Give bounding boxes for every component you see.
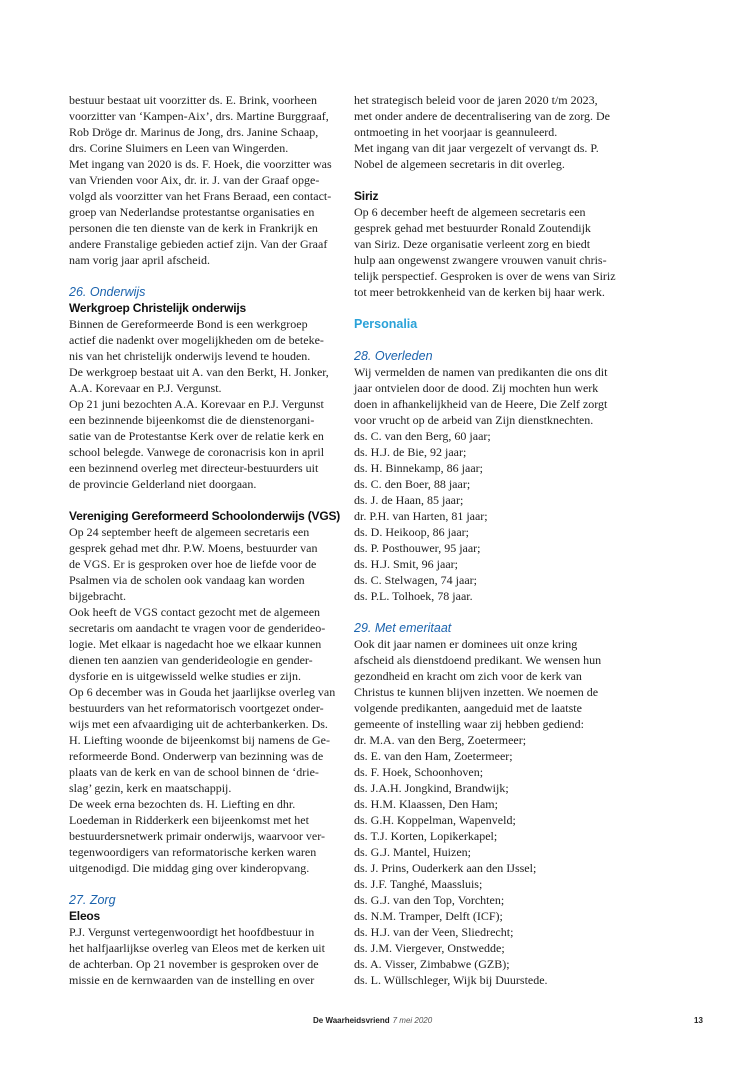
text-line: gemeente of instelling waar zij hebben gediend: <box>354 717 584 731</box>
text-line: uitgenodigd. Die middag ging over kinderopvang. <box>69 861 310 875</box>
text-line: bestuurders van het reformatorisch voortgezet onder- <box>69 701 324 715</box>
text-line: Ook heeft de VGS contact gezocht met de algemeen <box>69 605 321 619</box>
left-column <box>69 92 349 988</box>
spacer <box>69 876 349 892</box>
right-column <box>354 92 634 988</box>
text-line: A.A. Korevaar en P.J. Vergunst. <box>69 381 222 395</box>
text-line: dr. M.A. van den Berg, Zoetermeer; <box>354 733 527 747</box>
text-line: ds. G.H. Koppelman, Wapenveld; <box>354 813 516 827</box>
text-line: ds. J. de Haan, 85 jaar; <box>354 493 464 507</box>
subheading: Vereniging Gereformeerd Schoolonderwijs (VGS) <box>69 509 341 523</box>
text-line: een bezinnend overleg met directeur-bestuurders uit <box>69 461 319 475</box>
text-line: dr. P.H. van Harten, 81 jaar; <box>354 509 488 523</box>
text-line: ds. G.J. Mantel, Huizen; <box>354 845 471 859</box>
text-line: ds. H.M. Klaassen, Den Ham; <box>354 797 498 811</box>
text-line: ds. C. Stelwagen, 74 jaar; <box>354 573 477 587</box>
text-line: ds. N.M. Tramper, Delft (ICF); <box>354 909 503 923</box>
text-line: gesprek gehad met dhr. P.W. Moens, bestuurder van <box>69 541 318 555</box>
text-line: ds. C. den Boer, 88 jaar; <box>354 477 471 491</box>
text-line: het halfjaarlijkse overleg van Eleos met de kerken uit <box>69 941 325 955</box>
text-line: satie van de Protestantse Kerk over de relatie kerk en <box>69 429 324 443</box>
spacer <box>354 604 634 620</box>
text-line: het strategisch beleid voor de jaren 2020 t/m 2023, <box>354 93 598 107</box>
text-line: ds. H.J. de Bie, 92 jaar; <box>354 445 467 459</box>
text-line: van Vrienden voor Aix, dr. ir. J. van der Graaf opge- <box>69 173 320 187</box>
paragraph <box>354 204 634 300</box>
text-line: ds. T.J. Korten, Lopikerkapel; <box>354 829 498 843</box>
text-line: nis van het christelijk onderwijs levend te houden. <box>69 349 311 363</box>
text-line: Op 6 december was in Gouda het jaarlijkse overleg van <box>69 685 336 699</box>
text-line: ds. L. Wüllschleger, Wijk bij Duurstede. <box>354 973 548 987</box>
subheading: Siriz <box>354 189 379 203</box>
text-line: secretaris om aandacht te vragen voor de genderideo- <box>69 621 326 635</box>
text-line: gezondheid en kracht om zich voor de kerk van <box>354 669 582 683</box>
paragraph <box>354 364 634 604</box>
text-line: tot meer betrokkenheid van de kerken bij haar werk. <box>354 285 605 299</box>
text-line: ds. J. Prins, Ouderkerk aan den IJssel; <box>354 861 537 875</box>
text-line: ds. E. van den Ham, Zoetermeer; <box>354 749 513 763</box>
text-line: van Siriz. Deze organisatie verleent zorg en biedt <box>354 237 591 251</box>
subheading: Eleos <box>69 909 101 923</box>
text-line: afscheid als dienstdoend predikant. We wensen hun <box>354 653 602 667</box>
text-line: Nobel de algemeen secretaris in dit overleg. <box>354 157 565 171</box>
text-line: De werkgroep bestaat uit A. van den Berkt, H. Jonker, <box>69 365 329 379</box>
text-line: voorzitter van ‘Kampen-Aix’, drs. Martine Burggraaf, <box>69 109 329 123</box>
text-line: ds. P. Posthouwer, 95 jaar; <box>354 541 481 555</box>
text-line: ds. H. Binnekamp, 86 jaar; <box>354 461 483 475</box>
paragraph <box>69 524 349 876</box>
text-line: ds. P.L. Tolhoek, 78 jaar. <box>354 589 473 603</box>
text-line: ds. J.A.H. Jongkind, Brandwijk; <box>354 781 509 795</box>
text-line: volgd als voorzitter van het Frans Beraad, een contact- <box>69 189 332 203</box>
paragraph <box>69 316 349 492</box>
text-line: een bezinnende bijeenkomst die de dienstenorgani- <box>69 413 315 427</box>
text-line: Op 6 december heeft de algemeen secretaris een <box>354 205 586 219</box>
section-heading: 26. Onderwijs <box>69 285 146 299</box>
text-line: de VGS. Er is gesproken over hoe de liefde voor de <box>69 557 317 571</box>
page-footer <box>313 1016 432 1025</box>
publication-name: De Waarheidsvriend <box>313 1016 390 1025</box>
text-line: ds. C. van den Berg, 60 jaar; <box>354 429 491 443</box>
text-line: Met ingang van dit jaar vergezelt of vervangt ds. P. <box>354 141 599 155</box>
text-line: bestuur bestaat uit voorzitter ds. E. Brink, voorheen <box>69 93 317 107</box>
text-line: slag’ gezin, kerk en maatschappij. <box>69 781 232 795</box>
text-line: ds. H.J. Smit, 96 jaar; <box>354 557 458 571</box>
section-heading: 29. Met emeritaat <box>354 621 452 635</box>
text-line: voor vrucht op de arbeid van Zijn dienstknechten. <box>354 413 594 427</box>
text-line: Op 24 september heeft de algemeen secretaris een <box>69 525 310 539</box>
text-line: H. Liefting woonde de bijeenkomst bij namens de Ge- <box>69 733 330 747</box>
text-line: missie en de kernwaarden van de instelling en over <box>69 973 315 987</box>
text-line: de achterban. Op 21 november is gesproken over de <box>69 957 319 971</box>
text-line: nam vorig jaar april afscheid. <box>69 253 210 267</box>
paragraph <box>354 92 634 172</box>
text-line: Christus te kunnen blijven inzetten. We noemen de <box>354 685 599 699</box>
paragraph <box>354 636 634 988</box>
text-line: Ook dit jaar namen er dominees uit onze kring <box>354 637 578 651</box>
text-line: ds. D. Heikoop, 86 jaar; <box>354 525 469 539</box>
section-heading: 28. Overleden <box>354 349 433 363</box>
paragraph <box>69 92 349 268</box>
spacer <box>354 172 634 188</box>
text-line: telijk perspectief. Gesproken is over de wens van Siriz <box>354 269 616 283</box>
issue-date: 7 mei 2020 <box>392 1016 433 1025</box>
text-line: jaar ontvielen door de dood. Zij mochten hun werk <box>354 381 599 395</box>
text-line: ds. J.F. Tanghé, Maassluis; <box>354 877 483 891</box>
text-line: ds. H.J. van der Veen, Sliedrecht; <box>354 925 514 939</box>
text-line: gesprek gehad met bestuurder Ronald Zoutendijk <box>354 221 591 235</box>
text-line: doen in afhankelijkheid van de Heere, Die Zelf zorgt <box>354 397 608 411</box>
text-line: reformeerde Bond. Onderwerp van bezinning was de <box>69 749 324 763</box>
text-line: hulp aan ongewenst zwangere vrouwen vanuit chris- <box>354 253 607 267</box>
text-line: bestuurdersnetwerk primair onderwijs, waarvoor ver- <box>69 829 326 843</box>
text-line: de provincie Gelderland niet doorgaan. <box>69 477 257 491</box>
text-line: bijgebracht. <box>69 589 126 603</box>
text-line: P.J. Vergunst vertegenwoordigt het hoofdbestuur in <box>69 925 315 939</box>
text-line: ds. F. Hoek, Schoonhoven; <box>354 765 484 779</box>
text-line: Binnen de Gereformeerde Bond is een werkgroep <box>69 317 308 331</box>
text-line: Wij vermelden de namen van predikanten die ons dit <box>354 365 608 379</box>
text-line: school belegde. Vanwege de coronacrisis kon in april <box>69 445 325 459</box>
spacer <box>354 332 634 348</box>
subheading: Werkgroep Christelijk onderwijs <box>69 301 246 315</box>
text-line: Met ingang van 2020 is ds. F. Hoek, die voorzitter was <box>69 157 332 171</box>
text-line: tegenwoordigers van reformatorische kerken waren <box>69 845 317 859</box>
spacer <box>69 268 349 284</box>
text-line: ds. G.J. van den Top, Vorchten; <box>354 893 505 907</box>
text-line: dysforie en is uitgewisseld welke studies er zijn. <box>69 669 301 683</box>
text-line: met onder andere de decentralisering van de zorg. De <box>354 109 610 123</box>
text-line: personen die ten dienste van de kerk in Frankrijk en <box>69 221 318 235</box>
text-line: De week erna bezochten ds. H. Liefting en dhr. <box>69 797 296 811</box>
section-heading: 27. Zorg <box>69 893 116 907</box>
text-line: actief die nadenkt over mogelijkheden om de beteke- <box>69 333 324 347</box>
text-line: ds. J.M. Viergever, Onstwedde; <box>354 941 505 955</box>
spacer <box>69 492 349 508</box>
text-line: Rob Dröge dr. Marinus de Jong, drs. Janine Schaap, <box>69 125 319 139</box>
page-number: 13 <box>694 1016 703 1025</box>
text-line: ds. A. Visser, Zimbabwe (GZB); <box>354 957 510 971</box>
text-line: Op 21 juni bezochten A.A. Korevaar en P.J. Vergunst <box>69 397 324 411</box>
category-heading: Personalia <box>354 317 418 331</box>
text-line: Psalmen via de scholen ook vandaag kan worden <box>69 573 305 587</box>
text-line: drs. Corine Sluimers en Leen van Wingerden. <box>69 141 289 155</box>
text-line: groep van Nederlandse protestantse organisaties en <box>69 205 315 219</box>
text-line: andere Franstalige gebieden actief zijn. Van der Graaf <box>69 237 328 251</box>
paragraph <box>69 924 349 988</box>
spacer <box>354 300 634 316</box>
text-line: logie. Met elkaar is nagedacht hoe we elkaar kunnen <box>69 637 322 651</box>
text-line: Loedeman in Ridderkerk een bijeenkomst met het <box>69 813 309 827</box>
text-line: ontmoeting in het voorjaar is geannuleerd. <box>354 125 558 139</box>
text-line: wijs met een afvaardiging uit de achterbankerken. Ds. <box>69 717 328 731</box>
text-line: volgende predikanten, aangeduid met de laatste <box>354 701 582 715</box>
text-line: plaats van de kerk en van de school binnen de ‘drie- <box>69 765 319 779</box>
text-line: dienen ten aanzien van genderideologie en gender- <box>69 653 313 667</box>
